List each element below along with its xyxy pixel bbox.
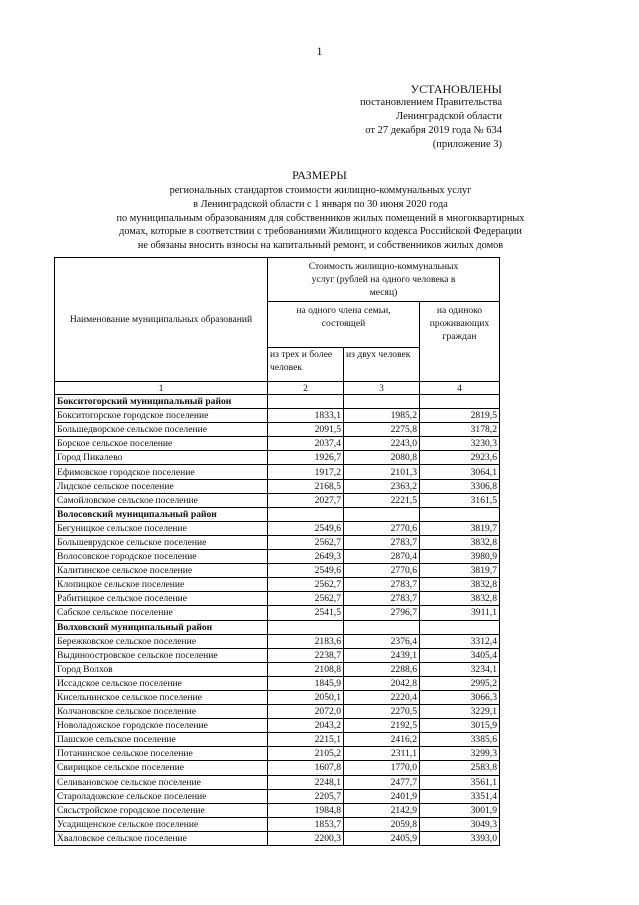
settlement-name: Бегуницкое сельское поселение [55,521,268,535]
approval-line: постановлением Правительства [359,97,502,108]
cost-value: 3911,1 [420,606,500,620]
table-row [55,761,500,775]
column-number: 1 [55,382,268,395]
settlement-name: Хваловское сельское поселение [55,831,268,845]
empty-cell [268,507,344,521]
cost-value: 1770,0 [344,761,420,775]
settlement-name: Кисельнинское сельское поселение [55,690,268,704]
cost-value: 2215,1 [268,733,344,747]
table-row [55,606,500,620]
cost-value: 2042,8 [344,676,420,690]
cost-value: 2027,7 [268,493,344,507]
subtitle-line: не обязаны вносить взносы на капитальный ремонт, и собственников жилых домов [137,240,504,252]
settlement-name: Город Волхов [55,662,268,676]
table-row [55,535,500,549]
table-row [55,803,500,817]
approval-title: УСТАНОВЛЕНЫ [410,82,502,96]
table-row [55,831,500,845]
approval-block [360,82,502,152]
settlement-name: Сабское сельское поселение [55,606,268,620]
table-row [55,789,500,803]
table-body [55,395,500,846]
empty-cell [420,507,500,521]
table-row [55,634,500,648]
cost-value: 3980,9 [420,550,500,564]
cost-value: 2416,2 [344,733,420,747]
cost-value: 2583,8 [420,761,500,775]
empty-cell [268,395,344,409]
cost-value: 2043,2 [268,719,344,733]
cost-value: 2562,7 [268,592,344,606]
table-row [55,479,500,493]
subtitle-line: домах, которые в соответствии с требованиями Жилищного кодекса Российской Федерации [119,226,522,238]
cost-value: 3015,9 [420,719,500,733]
cost-value: 2363,2 [344,479,420,493]
settlement-name: Колчановское сельское поселение [55,705,268,719]
cost-value: 2243,0 [344,437,420,451]
table-row [55,493,500,507]
cost-value: 2541,5 [268,606,344,620]
header-single: на одиноко проживающих граждан [420,302,500,382]
cost-value: 2050,1 [268,690,344,704]
header-name-column: Наименование муниципальных образований [55,258,268,382]
column-number: 2 [268,382,344,395]
settlement-name: Лидское сельское поселение [55,479,268,493]
cost-value: 3306,8 [420,479,500,493]
district-name: Волховский муниципальный район [55,620,268,634]
table-row [55,705,500,719]
cost-value: 2549,6 [268,521,344,535]
cost-value: 3405,4 [420,648,500,662]
cost-value: 2220,4 [344,690,420,704]
cost-value: 2923,6 [420,451,500,465]
cost-value: 1917,2 [268,465,344,479]
subtitle-line: по муниципальным образованиям для собственников жилых помещений в многоквартирных [116,212,525,224]
settlement-name: Волосовское городское поселение [55,550,268,564]
approval-line: Ленинградской области [396,111,502,122]
header-family-group: на одного члена семьи, состоящей [268,302,420,348]
district-name: Бокситогорский муниципальный район [55,395,268,409]
table-row [55,550,500,564]
settlement-name: Самойловское сельское поселение [55,493,268,507]
cost-value: 3299,3 [420,747,500,761]
cost-value: 2183,6 [268,634,344,648]
cost-value: 2059,8 [344,817,420,831]
cost-value: 3351,4 [420,789,500,803]
cost-value: 1833,1 [268,409,344,423]
cost-value: 3001,9 [420,803,500,817]
cost-value: 2037,4 [268,437,344,451]
table-row [55,648,500,662]
table-row [55,719,500,733]
settlement-name: Селивановское сельское поселение [55,775,268,789]
table-row [55,817,500,831]
approval-line: от 27 декабря 2019 года № 634 [365,125,502,136]
cost-value: 2238,7 [268,648,344,662]
cost-value: 1607,8 [268,761,344,775]
page-number: 1 [316,44,323,58]
cost-value: 2270,5 [344,705,420,719]
settlement-name: Новоладожское городское поселение [55,719,268,733]
cost-value: 3832,8 [420,578,500,592]
cost-value: 2870,4 [344,550,420,564]
cost-value: 2221,5 [344,493,420,507]
cost-value: 2562,7 [268,578,344,592]
settlement-name: Свирицкое сельское поселение [55,761,268,775]
subtitle-line: региональных стандартов стоимости жилищно-коммунальных услуг [169,185,472,196]
cost-value: 3230,3 [420,437,500,451]
settlement-name: Ефимовское городское поселение [55,465,268,479]
table-row [55,578,500,592]
district-row [55,395,500,409]
table-row [55,592,500,606]
settlement-name: Потанинское сельское поселение [55,747,268,761]
cost-value: 2200,3 [268,831,344,845]
cost-value: 1853,7 [268,817,344,831]
cost-value: 2192,5 [344,719,420,733]
settlement-name: Бокситогорское городское поселение [55,409,268,423]
settlement-name: Большедворское сельское поселение [55,423,268,437]
settlement-name: Староладожское сельское поселение [55,789,268,803]
cost-value: 3819,7 [420,564,500,578]
table-row [55,747,500,761]
settlement-name: Бережковское сельское поселение [55,634,268,648]
cost-value: 2995,2 [420,676,500,690]
cost-value: 3832,8 [420,592,500,606]
empty-cell [344,620,420,634]
settlement-name: Большеврудское сельское поселение [55,535,268,549]
cost-value: 3234,1 [420,662,500,676]
empty-cell [268,620,344,634]
cost-value: 3393,0 [420,831,500,845]
cost-value: 2311,1 [344,747,420,761]
settlement-name: Сясьстройское городское поселение [55,803,268,817]
cost-value: 3385,6 [420,733,500,747]
cost-value: 2649,3 [268,550,344,564]
table-row [55,690,500,704]
approval-line: (приложение 3) [432,139,502,150]
cost-value: 2376,4 [344,634,420,648]
cost-value: 3161,5 [420,493,500,507]
cost-value: 2401,9 [344,789,420,803]
cost-value: 2091,5 [268,423,344,437]
table-row [55,521,500,535]
cost-value: 2105,2 [268,747,344,761]
table-row [55,465,500,479]
cost-value: 3066,3 [420,690,500,704]
settlement-name: Пашское сельское поселение [55,733,268,747]
table-row [55,733,500,747]
cost-value: 2549,6 [268,564,344,578]
cost-value: 3312,4 [420,634,500,648]
cost-value: 1984,8 [268,803,344,817]
table-row [55,676,500,690]
document-subtitle [60,184,581,253]
cost-value: 2072,0 [268,705,344,719]
cost-value: 2101,3 [344,465,420,479]
cost-value: 1926,7 [268,451,344,465]
settlement-name: Борское сельское поселение [55,437,268,451]
cost-standards-table [54,257,500,846]
header-cost-group: Стоимость жилищно-коммунальных услуг (рублей на одного человека в месяц) [268,258,500,302]
cost-value: 2080,8 [344,451,420,465]
table-row [55,451,500,465]
cost-value: 1985,2 [344,409,420,423]
cost-value: 3229,1 [420,705,500,719]
cost-value: 2168,5 [268,479,344,493]
subtitle-line: в Ленинградской области с 1 января по 30 июня 2020 года [193,198,448,210]
table-row [55,423,500,437]
cost-value: 2783,7 [344,592,420,606]
cost-value: 2783,7 [344,578,420,592]
settlement-name: Калитинское сельское поселение [55,564,268,578]
table-row [55,564,500,578]
cost-value: 2439,1 [344,648,420,662]
cost-value: 2770,6 [344,521,420,535]
document-heading: РАЗМЕРЫ [292,168,347,182]
table-row [55,662,500,676]
header-two: из двух человек [344,348,420,382]
district-row [55,620,500,634]
cost-value: 2205,7 [268,789,344,803]
cost-value: 3832,8 [420,535,500,549]
cost-value: 3049,3 [420,817,500,831]
settlement-name: Город Пикалево [55,451,268,465]
cost-value: 2275,8 [344,423,420,437]
cost-value: 2142,9 [344,803,420,817]
settlement-name: Клопицкое сельское поселение [55,578,268,592]
settlement-name: Усадищенское сельское поселение [55,817,268,831]
table-row [55,409,500,423]
empty-cell [420,395,500,409]
cost-value: 2405,9 [344,831,420,845]
cost-value: 1845,9 [268,676,344,690]
empty-cell [420,620,500,634]
cost-value: 2783,7 [344,535,420,549]
cost-value: 3819,7 [420,521,500,535]
empty-cell [344,395,420,409]
district-name: Волосовский муниципальный район [55,507,268,521]
column-number: 3 [344,382,420,395]
settlement-name: Рабитицкое сельское поселение [55,592,268,606]
cost-value: 3561,1 [420,775,500,789]
table-row [55,437,500,451]
cost-value: 3178,2 [420,423,500,437]
cost-value: 3064,1 [420,465,500,479]
cost-value: 2477,7 [344,775,420,789]
cost-value: 2288,6 [344,662,420,676]
cost-value: 2248,1 [268,775,344,789]
column-number: 4 [420,382,500,395]
cost-value: 2819,5 [420,409,500,423]
district-row [55,507,500,521]
settlement-name: Иссадское сельское поселение [55,676,268,690]
cost-value: 2770,6 [344,564,420,578]
table-row [55,775,500,789]
cost-value: 2108,8 [268,662,344,676]
settlement-name: Выдинoостровское сельское поселение [55,648,268,662]
cost-value: 2562,7 [268,535,344,549]
empty-cell [344,507,420,521]
cost-value: 2796,7 [344,606,420,620]
header-three-plus: из трех и более человек [268,348,344,382]
